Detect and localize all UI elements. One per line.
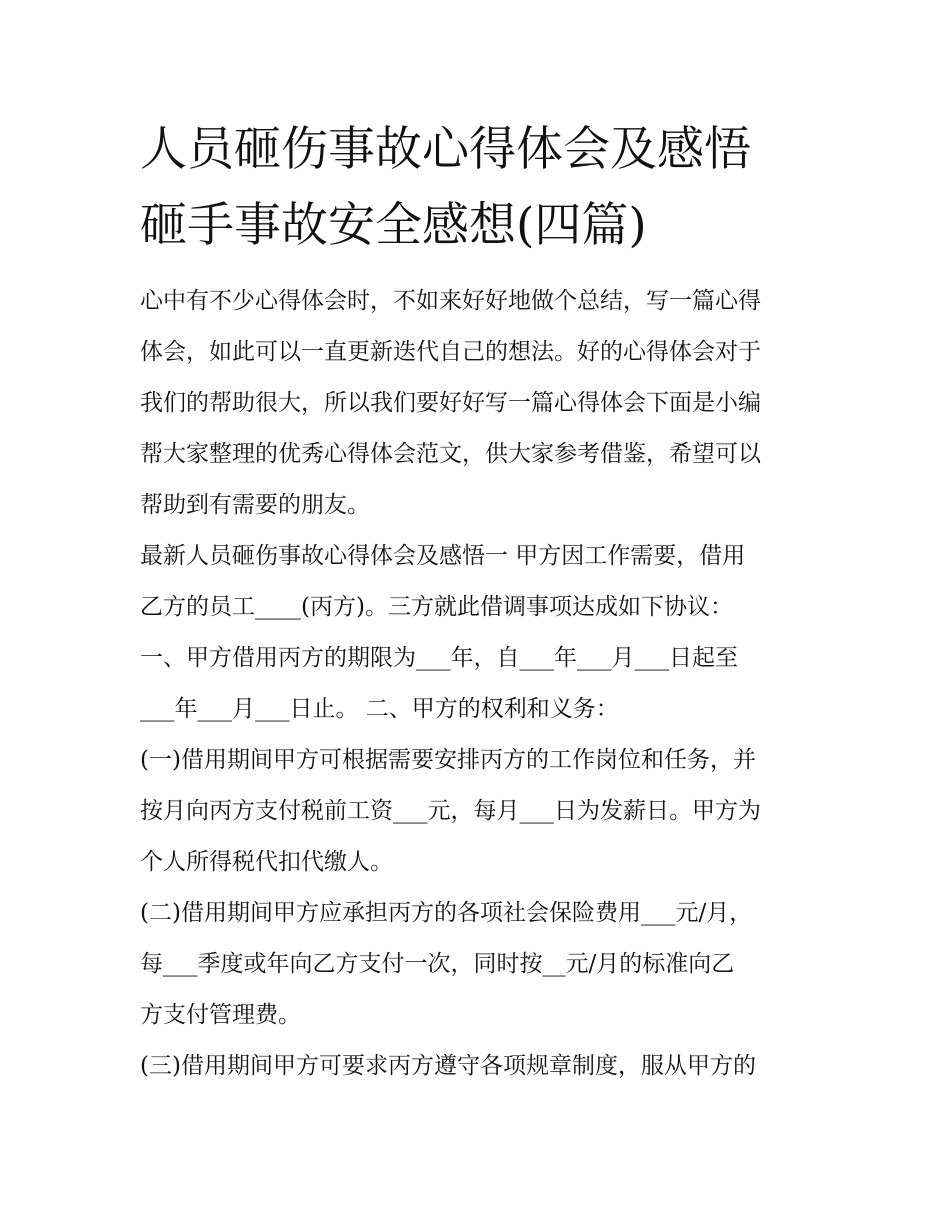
document-title	[140, 112, 840, 264]
paragraph-intro	[140, 276, 830, 531]
text-line: 体会，如此可以一直更新迭代自己的想法。好的心得体会对于	[140, 339, 761, 365]
text-line: (三)借用期间甲方可要求丙方遵守各项规章制度，服从甲方的	[140, 1053, 756, 1079]
title-line-2: 砸手事故安全感想(四篇)	[140, 198, 647, 253]
text-line: 一、甲方借用丙方的期限为___年，自___年___月___日起至	[140, 645, 738, 671]
paragraph-clause-2-2	[140, 888, 830, 1041]
title-line-1: 人员砸伤事故心得体会及感悟	[140, 122, 751, 177]
text-line: 帮大家整理的优秀心得体会范文，供大家参考借鉴，希望可以	[140, 441, 761, 467]
text-line: 方支付管理费。	[140, 1002, 301, 1028]
text-line: 最新人员砸伤事故心得体会及感悟一 甲方因工作需要，借用	[140, 543, 746, 569]
paragraph-clause-2-1	[140, 735, 830, 888]
text-line: 我们的帮助很大，所以我们要好好写一篇心得体会下面是小编	[140, 390, 761, 416]
text-line: 个人所得税代扣代缴人。	[140, 849, 393, 875]
paragraph-clause-1	[140, 633, 830, 735]
text-line: (二)借用期间甲方应承担丙方的各项社会保险费用___元/月，	[140, 900, 753, 926]
text-line: 乙方的员工____(丙方)。三方就此借调事项达成如下协议：	[140, 594, 733, 620]
text-line: ___年___月___日止。 二、甲方的权利和义务：	[140, 696, 619, 722]
document-body	[140, 276, 830, 1092]
text-line: 心中有不少心得体会时，不如来好好地做个总结，写一篇心得	[140, 288, 761, 314]
paragraph-clause-2-3	[140, 1041, 830, 1092]
text-line: 按月向丙方支付税前工资___元，每月___日为发薪日。甲方为	[140, 798, 761, 824]
text-line: 每___季度或年向乙方支付一次，同时按__元/月的标准向乙	[140, 951, 735, 977]
text-line: 帮助到有需要的朋友。	[140, 492, 370, 518]
paragraph-agreement-intro	[140, 531, 830, 633]
text-line: (一)借用期间甲方可根据需要安排丙方的工作岗位和任务，并	[140, 747, 756, 773]
